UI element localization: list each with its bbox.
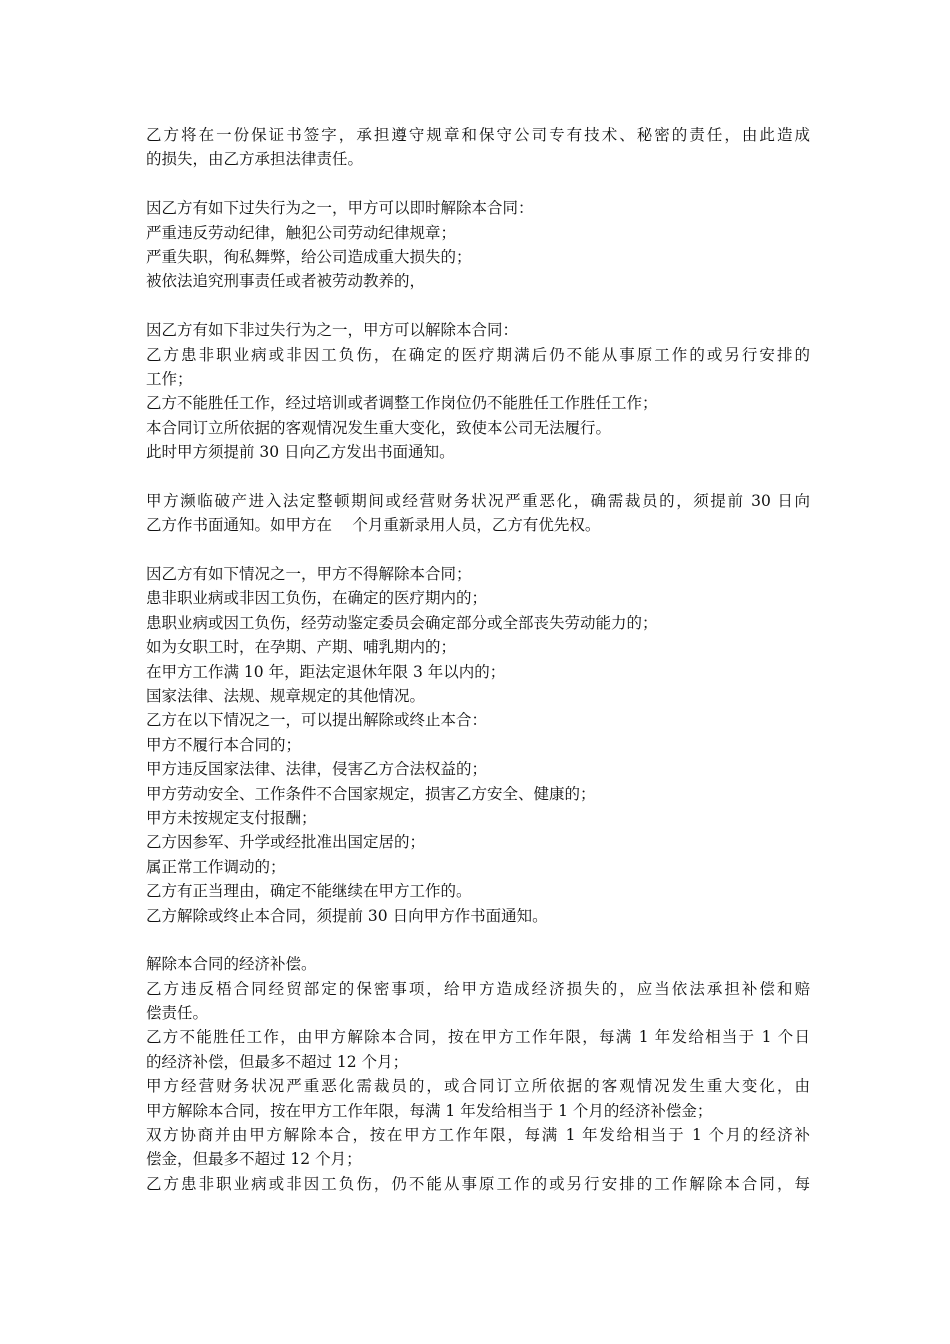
text-line: 乙方将在一份保证书签字，承担遵守规章和保守公司专有技术、秘密的责任，由此造成 [146, 126, 810, 144]
text-line: 甲方不履行本合同的； [146, 735, 302, 754]
text-line: 因乙方有如下过失行为之一，甲方可以即时解除本合同： [146, 199, 534, 218]
text-line: 属正常工作调动的； [146, 857, 286, 876]
blank-line [146, 172, 810, 196]
text-line: 双方协商并由甲方解除本合，按在甲方工作年限，每满 1 年发给相当于 1 个月的经济补 [146, 1126, 810, 1145]
text-line: 乙方作书面通知。如甲方在 个月重新录用人员，乙方有优先权。 [146, 516, 601, 535]
text-line: 乙方因参军、升学或经批准出国定居的； [146, 833, 426, 852]
text-line: 因乙方有如下非过失行为之一，甲方可以解除本合同： [146, 321, 519, 340]
blank-line [146, 928, 810, 952]
text-line: 严重失职，徇私舞弊，给公司造成重大损失的； [146, 247, 472, 266]
text-line: 乙方解除或终止本合同，须提前 30 日向甲方作书面通知。 [146, 906, 548, 925]
text-line: 的经济补偿，但最多不超过 12 个月； [146, 1052, 409, 1071]
text-line: 此时甲方须提前 30 日向乙方发出书面通知。 [146, 443, 455, 462]
document-body [146, 123, 810, 1196]
text-line: 乙方不能胜任工作，由甲方解除本合同，按在甲方工作年限，每满 1 年发给相当于 1 个日 [146, 1028, 810, 1047]
text-line: 乙方患非职业病或非因工负伤，仍不能从事原工作的或另行安排的工作解除本合同，每 [146, 1174, 810, 1193]
text-line: 本合同订立所依据的客观情况发生重大变化，致使本公司无法履行。 [146, 418, 612, 437]
text-line: 如为女职工时，在孕期、产期、哺乳期内的； [146, 638, 457, 657]
text-line: 患非职业病或非因工负伤，在确定的医疗期内的； [146, 589, 488, 608]
text-line: 被依法追究刑事责任或者被劳动教养的， [146, 272, 426, 291]
blank-line [146, 294, 810, 318]
text-line: 甲方经营财务状况严重恶化需裁员的，或合同订立所依据的客观情况发生重大变化，由 [146, 1077, 810, 1096]
text-line: 工作； [146, 369, 193, 388]
text-line: 甲方劳动安全、工作条件不合国家规定，损害乙方安全、健康的； [146, 784, 596, 803]
text-line: 甲方违反国家法律、法律，侵害乙方合法权益的； [146, 760, 488, 779]
text-line: 在甲方工作满 10 年，距法定退休年限 3 年以内的； [146, 662, 506, 681]
text-line: 甲方濒临破产进入法定整顿期间或经营财务状况严重恶化，确需裁员的，须提前 30 日向 [146, 491, 810, 510]
text-line: 乙方不能胜任工作，经过培训或者调整工作岗位仍不能胜任工作胜任工作； [146, 394, 658, 413]
text-line: 偿责任。 [146, 1004, 209, 1023]
text-line: 乙方违反梧合同经贸部定的保密事项，给甲方造成经济损失的，应当依法承担补偿和赔 [146, 979, 810, 998]
text-line: 偿金，但最多不超过 12 个月； [146, 1150, 362, 1169]
text-line: 解除本合同的经济补偿。 [146, 955, 317, 974]
text-line: 乙方有正当理由，确定不能继续在甲方工作的。 [146, 882, 472, 901]
blank-line [146, 464, 810, 488]
text-line: 严重违反劳动纪律，触犯公司劳动纪律规章； [146, 223, 457, 242]
text-line: 乙方在以下情况之一，可以提出解除或终止本合： [146, 711, 488, 730]
text-line: 的损失，由乙方承担法律责任。 [146, 150, 364, 169]
text-line: 患职业病或因工负伤，经劳动鉴定委员会确定部分或全部丧失劳动能力的； [146, 613, 658, 632]
text-line: 乙方患非职业病或非因工负伤，在确定的医疗期满后仍不能从事原工作的或另行安排的 [146, 345, 810, 364]
blank-line [146, 538, 810, 562]
text-line: 甲方未按规定支付报酬； [146, 808, 317, 827]
text-line: 国家法律、法规、规章规定的其他情况。 [146, 686, 426, 705]
text-line: 甲方解除本合同，按在甲方工作年限，每满 1 年发给相当于 1 个月的经济补偿金； [146, 1101, 713, 1120]
text-line: 因乙方有如下情况之一，甲方不得解除本合同； [146, 565, 472, 584]
